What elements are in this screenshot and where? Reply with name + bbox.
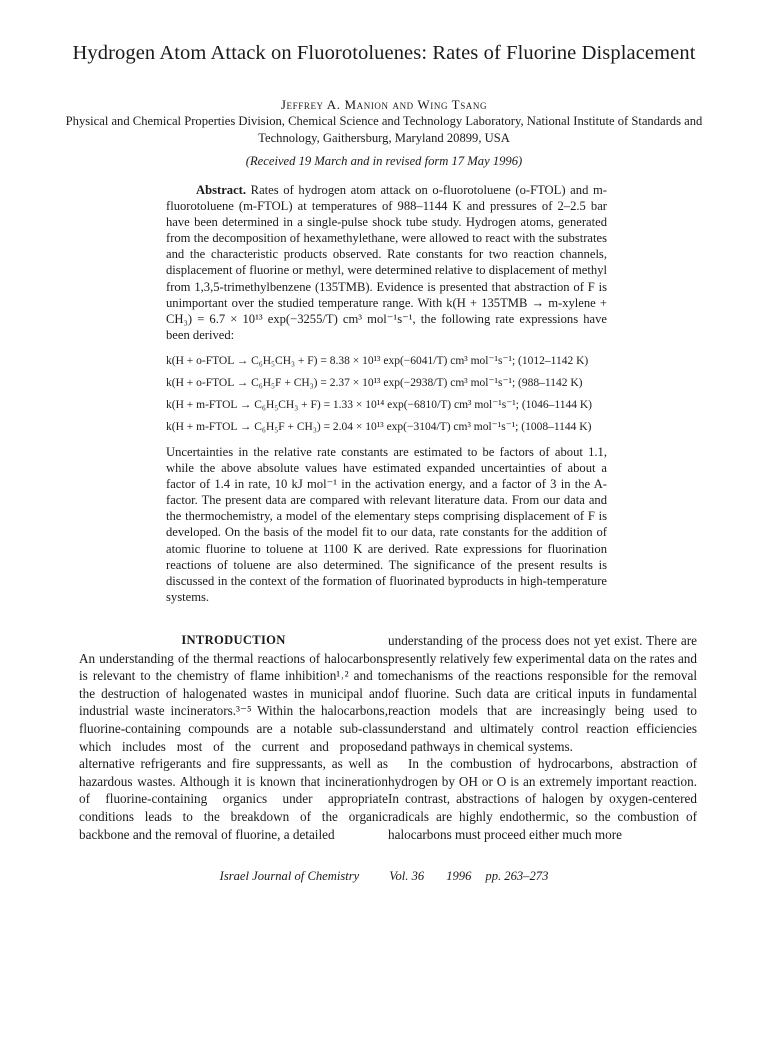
abstract	[166, 182, 607, 605]
rate-expression: k(H + m-FTOL → C₆H₅CH₃ + F) = 1.33 × 10¹⁴ exp(−6810/T) cm³ mol⁻¹s⁻¹; (1046–1144 K)	[166, 398, 592, 411]
section-heading-introduction: INTRODUCTION	[181, 633, 286, 647]
rate-expressions	[166, 350, 607, 438]
abstract-paragraph-2: Uncertainties in the relative rate constants are estimated to be factors of about 1.1, while the above absolute values have estimated expanded uncertainties of about a factor of 1.4 in rate, 10 kJ mol⁻¹ in the activation energy, and a factor of 3 in the A-factor. The present data are compared with relevant literature data. From our data and the thermochemistry, a model of the elementary steps comprising displacement of F is developed. On the basis of the model fit to our data, rate constants for the addition of atomic fluorine to toluene at 1100 K are derived. Rate expressions for fluorination reactions of toluene are also determined. The significance of the present results is discussed in the context of the formation of fluorinated byproducts in high-temperature systems.	[166, 444, 607, 604]
journal-footer	[0, 869, 768, 884]
journal-year: 1996	[446, 869, 472, 883]
journal-volume: Vol. 36	[389, 869, 425, 883]
journal-name: Israel Journal of Chemistry	[219, 869, 360, 883]
received-dates: (Received 19 March and in revised form 17 May 1996)	[245, 154, 523, 168]
intro-paragraph-1: An understanding of the thermal reactions of halocarbons is relevant to the chemistry of flame inhibition¹˒² and to the destruction of halogenated wastes in municipal and industrial waste incinerators.³⁻⁵ Within the halocarbons, fluorine-containing compounds are a notable sub-class which includes most of the current and proposed alternative refrigerants and fire suppressants, as well as hazardous wastes. Although it is known that incineration of fluorine-containing organics under appropriate conditions leads to the breakdown of the organic backbone and the removal of fluorine, a detailed	[79, 650, 388, 842]
intro-column-left	[79, 632, 388, 843]
author-list	[0, 97, 768, 113]
rate-expression: k(H + o-FTOL → C₆H₅CH₃ + F) = 8.38 × 10¹³ exp(−6041/T) cm³ mol⁻¹s⁻¹; (1012–1142 K)	[166, 354, 589, 367]
affiliation: Physical and Chemical Properties Division, Chemical Science and Technology Laboratory, National Institute of Standards and Technology, Gaithersburg, Maryland 20899, USA	[65, 114, 703, 145]
abstract-label: Abstract.	[196, 183, 247, 197]
rate-expression: k(H + m-FTOL → C₆H₅F + CH₃) = 2.04 × 10¹³ exp(−3104/T) cm³ mol⁻¹s⁻¹; (1008–1144 K)	[166, 420, 592, 433]
paper-title: Hydrogen Atom Attack on Fluorotoluenes: Rates of Fluorine Displacement	[72, 42, 696, 64]
abstract-paragraph-1	[166, 182, 607, 343]
abstract-text-1: Rates of hydrogen atom attack on o-fluorotoluene (o-FTOL) and m-fluorotoluene (m-FTOL) at temperatures of 988–1144 K and pressures of 2–2.5 bar have been determined in a single-pulse shock tube study. Hydrogen atoms, generated from the decomposition of hexamethylethane, were allowed to react with the substrates and the characteristic products observed. Rate constants for two reaction channels, displacement of fluorine or methyl, were determined relative to displacement of methyl from 1,3,5-trimethylbenzene (135TMB). Evidence is presented that abstraction of F is unimportant over the studied temperature range. With k(H + 135TMB → m-xylene + CH₃) = 6.7 × 10¹³ exp(−3255/T) cm³ mol⁻¹s⁻¹, the following rate expressions have been derived:	[166, 183, 607, 342]
intro-paragraph-1-continued: understanding of the process does not yet exist. There are presently relatively few experimental data on the rates and mechanisms of the reactions responsible for the removal of fluorine. Such data are critical inputs in fundamental reaction models that are increasingly being used to understand and ultimately control reaction efficiencies and pathways in chemical systems.	[388, 633, 697, 754]
intro-column-right	[388, 632, 697, 843]
journal-pages: pp. 263–273	[485, 869, 549, 883]
authors-text: Jeffrey A. Manion and Wing Tsang	[280, 97, 488, 112]
rate-expression: k(H + o-FTOL → C₆H₅F + CH₃) = 2.37 × 10¹³ exp(−2938/T) cm³ mol⁻¹s⁻¹; (988–1142 K)	[166, 376, 583, 389]
intro-paragraph-2: In the combustion of hydrocarbons, abstraction of hydrogen by OH or O is an extremely important reaction. In contrast, abstractions of halogen by oxygen-centered radicals are highly endothermic, so the combustion of halocarbons must proceed either much more	[388, 756, 697, 842]
